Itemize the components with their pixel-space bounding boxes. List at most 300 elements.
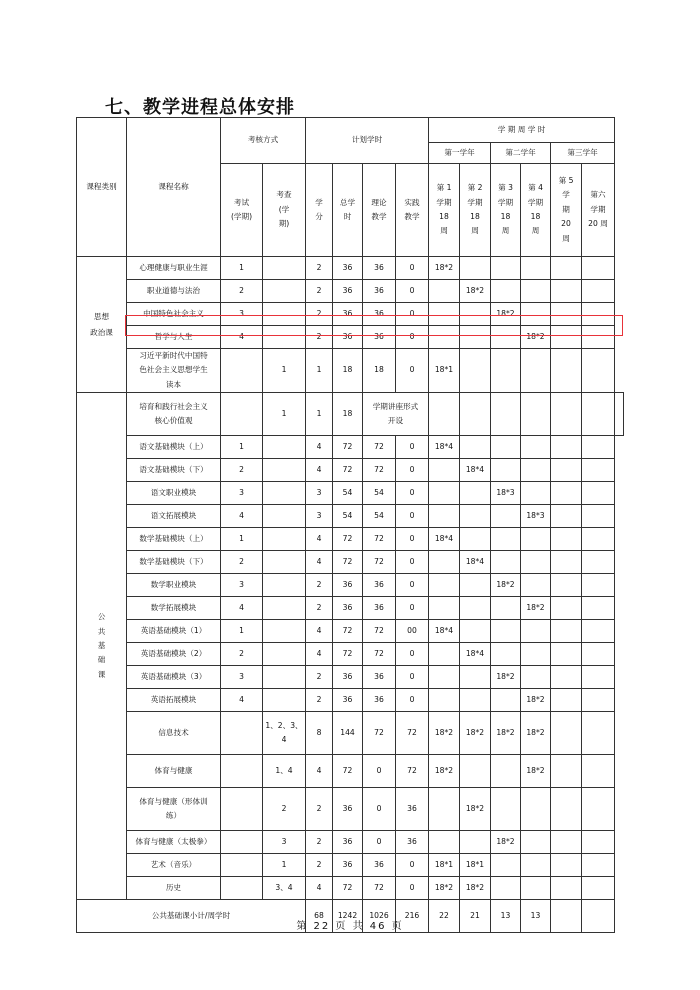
table-row (77, 666, 624, 689)
cell-credit: 1 (306, 393, 333, 436)
cell-theory: 18 (363, 349, 396, 393)
table-row (77, 643, 624, 666)
cell-s5 (551, 597, 582, 620)
cell-s4: 18*2 (521, 597, 551, 620)
cell-s2: 18*1 (460, 854, 491, 877)
cell-exam: 3 (221, 666, 263, 689)
cell-practice: 0 (396, 257, 429, 280)
cell-theory: 36 (363, 326, 396, 349)
cell-credit: 4 (306, 620, 333, 643)
subtotal-practice: 216 (396, 900, 429, 933)
course-name-cell: 语文职业模块 (127, 482, 221, 505)
cell-s6 (582, 831, 615, 854)
cell-s2: 18*2 (460, 280, 491, 303)
cell-s3 (521, 393, 551, 436)
cell-s2 (460, 574, 491, 597)
cell-check (263, 597, 306, 620)
cell-credit: 2 (306, 666, 333, 689)
cell-credit: 4 (306, 643, 333, 666)
subtotal-total: 1242 (333, 900, 363, 933)
cell-s2 (460, 349, 491, 393)
cell-exam: 1 (221, 620, 263, 643)
cell-check: 1、2、3、 4 (263, 712, 306, 755)
teaching-schedule-table (76, 117, 624, 933)
table-row (77, 528, 624, 551)
cell-s1 (429, 666, 460, 689)
cell-s2 (460, 257, 491, 280)
course-name-cell: 数学拓展模块 (127, 597, 221, 620)
course-name-cell: 艺术（音乐） (127, 854, 221, 877)
course-name-cell: 体育与健康（太极拳） (127, 831, 221, 854)
cell-total: 36 (333, 854, 363, 877)
course-name-cell: 中国特色社会主义 (127, 303, 221, 326)
cell-credit: 4 (306, 436, 333, 459)
cell-exam (221, 788, 263, 831)
cell-s6 (582, 280, 615, 303)
cell-s4 (551, 393, 582, 436)
table-row (77, 788, 624, 831)
cell-check: 3、4 (263, 877, 306, 900)
cell-practice: 0 (396, 877, 429, 900)
cell-s4: 18*2 (521, 755, 551, 788)
cell-practice: 0 (396, 326, 429, 349)
cell-total: 36 (333, 788, 363, 831)
course-name-cell: 体育与健康 (127, 755, 221, 788)
header-category: 课程类别 (77, 118, 127, 257)
cell-check (263, 436, 306, 459)
cell-exam: 2 (221, 280, 263, 303)
cell-s6 (582, 459, 615, 482)
table-row (77, 436, 624, 459)
course-name-cell: 信息技术 (127, 712, 221, 755)
cell-s3 (491, 326, 521, 349)
cell-s4 (521, 303, 551, 326)
table-row (77, 280, 624, 303)
header-semester-3: 第 3 学期 18 周 (491, 164, 521, 257)
section-title: 七、教学进程总体安排 (105, 97, 295, 118)
page-footer: 第 22 页 共 46 页 (296, 921, 404, 932)
cell-s2 (460, 482, 491, 505)
cell-s2: 18*2 (460, 788, 491, 831)
cell-s6 (582, 528, 615, 551)
cell-check: 1、4 (263, 755, 306, 788)
cell-check (263, 257, 306, 280)
cell-theory: 0 (363, 831, 396, 854)
cell-credit: 2 (306, 597, 333, 620)
course-name-cell: 语文拓展模块 (127, 505, 221, 528)
cell-s5 (551, 877, 582, 900)
cell-s3: 18*2 (491, 831, 521, 854)
cell-credit: 2 (306, 788, 333, 831)
cell-exam (221, 831, 263, 854)
cell-s2 (460, 755, 491, 788)
cell-total: 36 (333, 326, 363, 349)
header-theory: 理论 教学 (363, 164, 396, 257)
course-name-cell: 习近平新时代中国特 色社会主义思想学生 读本 (127, 349, 221, 393)
course-name-cell: 数学基础模块（上） (127, 528, 221, 551)
cell-s2: 18*4 (460, 551, 491, 574)
cell-total: 54 (333, 505, 363, 528)
cell-total: 72 (333, 459, 363, 482)
cell-s3 (491, 689, 521, 712)
cell-s1: 18*2 (429, 257, 460, 280)
cell-s3 (491, 854, 521, 877)
cell-exam: 3 (221, 482, 263, 505)
cell-s6 (582, 436, 615, 459)
cell-s2 (460, 303, 491, 326)
cell-s6 (615, 393, 624, 436)
cell-credit: 1 (306, 349, 333, 393)
cell-s6 (582, 854, 615, 877)
cell-exam: 2 (221, 459, 263, 482)
cell-credit: 2 (306, 280, 333, 303)
cell-exam: 4 (221, 597, 263, 620)
cell-s1: 18*1 (429, 854, 460, 877)
header-practice: 实践 教学 (396, 164, 429, 257)
cell-s4 (521, 528, 551, 551)
cell-s6 (582, 620, 615, 643)
cell-s6 (582, 257, 615, 280)
course-name-cell: 历史 (127, 877, 221, 900)
cell-s6 (582, 666, 615, 689)
table-row (77, 505, 624, 528)
cell-s1 (429, 303, 460, 326)
cell-total: 144 (333, 712, 363, 755)
cell-check: 1 (263, 349, 306, 393)
cell-s5 (551, 712, 582, 755)
cell-theory: 72 (363, 643, 396, 666)
cell-theory: 72 (363, 877, 396, 900)
cell-s5 (551, 666, 582, 689)
cell-exam: 3 (221, 574, 263, 597)
cell-s4 (521, 854, 551, 877)
cell-s6 (582, 689, 615, 712)
cell-s6 (582, 505, 615, 528)
cell-s6 (582, 303, 615, 326)
cell-check: 3 (263, 831, 306, 854)
cell-check (263, 643, 306, 666)
cell-s3: 18*2 (491, 574, 521, 597)
table-row (77, 831, 624, 854)
cell-s6 (582, 755, 615, 788)
cell-s5 (551, 755, 582, 788)
cell-s2: 18*4 (460, 459, 491, 482)
cell-s5 (551, 620, 582, 643)
cell-practice: 0 (396, 459, 429, 482)
cell-total: 36 (333, 597, 363, 620)
cell-practice: 0 (396, 597, 429, 620)
cell-practice: 0 (396, 505, 429, 528)
cell-s2 (460, 528, 491, 551)
cell-total: 36 (333, 689, 363, 712)
cell-check (263, 551, 306, 574)
cell-s3 (491, 280, 521, 303)
course-name-cell: 职业道德与法治 (127, 280, 221, 303)
cell-practice: 0 (396, 854, 429, 877)
header-semester-1: 第 1 学期 18 周 (429, 164, 460, 257)
course-name-cell: 数学职业模块 (127, 574, 221, 597)
cell-s2: 18*4 (460, 643, 491, 666)
cell-practice: 00 (396, 620, 429, 643)
cell-theory: 36 (363, 854, 396, 877)
cell-practice: 72 (396, 755, 429, 788)
cell-theory: 36 (363, 666, 396, 689)
cell-theory: 36 (363, 597, 396, 620)
cell-s4 (521, 643, 551, 666)
table-row (77, 574, 624, 597)
cell-credit: 2 (306, 854, 333, 877)
cell-theory: 36 (363, 689, 396, 712)
course-name-cell: 数学基础模块（下） (127, 551, 221, 574)
cell-s4 (521, 280, 551, 303)
table-row (77, 620, 624, 643)
cell-total: 18 (333, 349, 363, 393)
cell-credit: 4 (306, 459, 333, 482)
cell-s5 (551, 505, 582, 528)
table-row (77, 326, 624, 349)
cell-check (263, 620, 306, 643)
header-year3: 第三学年 (551, 143, 615, 164)
cell-total: 72 (333, 755, 363, 788)
cell-s3: 18*2 (491, 666, 521, 689)
cell-s5 (551, 528, 582, 551)
cell-check (263, 280, 306, 303)
header-semester-2: 第 2 学期 18 周 (460, 164, 491, 257)
course-name-cell: 体育与健康（形体训 练） (127, 788, 221, 831)
cell-total: 36 (333, 280, 363, 303)
cell-s3: 18*2 (491, 712, 521, 755)
cell-check (263, 689, 306, 712)
cell-theory: 36 (363, 574, 396, 597)
cell-theory: 36 (363, 257, 396, 280)
cell-s3 (491, 551, 521, 574)
table-row (77, 482, 624, 505)
cell-s5 (551, 831, 582, 854)
cell-s6 (582, 551, 615, 574)
cell-exam (221, 712, 263, 755)
cell-check (263, 326, 306, 349)
cell-s4 (521, 620, 551, 643)
cell-total: 72 (333, 620, 363, 643)
cell-practice: 0 (396, 528, 429, 551)
cell-total: 54 (333, 482, 363, 505)
cell-s1 (429, 551, 460, 574)
header-semester-6: 第六 学期 20 周 (582, 164, 615, 257)
cell-s3 (491, 620, 521, 643)
cell-total: 72 (333, 877, 363, 900)
cell-credit: 2 (306, 326, 333, 349)
cell-exam: 1 (221, 257, 263, 280)
cell-practice: 0 (396, 436, 429, 459)
cell-s6 (582, 349, 615, 393)
cell-s1 (429, 280, 460, 303)
cell-total: 36 (333, 831, 363, 854)
cell-s5 (551, 349, 582, 393)
cell-s4 (521, 788, 551, 831)
cell-s3 (491, 257, 521, 280)
cell-exam (221, 854, 263, 877)
cell-exam: 1 (221, 436, 263, 459)
cell-s4 (521, 349, 551, 393)
cell-s1: 18*4 (429, 436, 460, 459)
cell-s4 (521, 666, 551, 689)
cell-practice: 0 (396, 574, 429, 597)
cell-s2: 18*2 (460, 712, 491, 755)
cell-total: 36 (333, 303, 363, 326)
header-exam: 考试 (学期) (221, 164, 263, 257)
cell-exam: 2 (221, 551, 263, 574)
cell-exam (221, 393, 263, 436)
subtotal-theory: 1026 (363, 900, 396, 933)
cell-s3 (491, 459, 521, 482)
course-name-cell: 语文基础模块（下） (127, 459, 221, 482)
header-total-hours: 总学 时 (333, 164, 363, 257)
cell-check (263, 505, 306, 528)
cell-practice: 0 (396, 689, 429, 712)
cell-practice: 0 (396, 482, 429, 505)
cell-s4: 18*2 (521, 712, 551, 755)
cell-s5 (551, 689, 582, 712)
cell-exam: 3 (221, 303, 263, 326)
header-year1: 第一学年 (429, 143, 491, 164)
cell-credit: 2 (306, 831, 333, 854)
cell-credit: 4 (306, 755, 333, 788)
table-row (77, 257, 624, 280)
cell-s5 (551, 303, 582, 326)
cell-total: 72 (333, 528, 363, 551)
subtotal-s2: 21 (460, 900, 491, 933)
cell-s4: 18*2 (521, 689, 551, 712)
cell-s5 (551, 643, 582, 666)
cell-s4 (521, 482, 551, 505)
cell-theory: 72 (363, 459, 396, 482)
cell-s4 (521, 831, 551, 854)
cell-s2 (460, 597, 491, 620)
cell-s6 (582, 574, 615, 597)
cell-s2 (460, 666, 491, 689)
cell-practice: 0 (396, 280, 429, 303)
cell-s1 (429, 574, 460, 597)
header-semester-5: 第 5 学 期 20 周 (551, 164, 582, 257)
table-row (77, 349, 624, 393)
table-row (77, 393, 624, 436)
cell-theory: 54 (363, 482, 396, 505)
header-year2: 第二学年 (491, 143, 551, 164)
cell-s2 (460, 831, 491, 854)
cell-s1 (429, 788, 460, 831)
cell-s3 (491, 755, 521, 788)
cell-s5 (551, 854, 582, 877)
subtotal-s4: 13 (521, 900, 551, 933)
header-credit: 学 分 (306, 164, 333, 257)
cell-s6 (582, 597, 615, 620)
cell-s4 (521, 877, 551, 900)
cell-practice: 0 (396, 349, 429, 393)
cell-total: 36 (333, 257, 363, 280)
cell-s5 (551, 459, 582, 482)
table-row (77, 551, 624, 574)
cell-s5 (551, 788, 582, 831)
cell-exam: 4 (221, 505, 263, 528)
cell-s5 (551, 574, 582, 597)
cell-s2: 18*2 (460, 877, 491, 900)
course-name-cell: 英语拓展模块 (127, 689, 221, 712)
course-name-cell: 英语基础模块（3） (127, 666, 221, 689)
cell-credit: 2 (306, 689, 333, 712)
course-name-cell: 哲学与人生 (127, 326, 221, 349)
cell-s4 (521, 551, 551, 574)
cell-s1 (429, 643, 460, 666)
cell-exam: 2 (221, 643, 263, 666)
cell-exam: 4 (221, 689, 263, 712)
header-semester-4: 第 4 学期 18 周 (521, 164, 551, 257)
cell-s1: 18*4 (429, 620, 460, 643)
cell-practice: 0 (396, 551, 429, 574)
table-row (77, 459, 624, 482)
cell-total: 18 (333, 393, 363, 436)
cell-s4 (521, 574, 551, 597)
cell-exam (221, 755, 263, 788)
cell-s1: 18*2 (429, 877, 460, 900)
cell-s5 (551, 436, 582, 459)
table-row (77, 689, 624, 712)
cell-s4: 18*3 (521, 505, 551, 528)
cell-exam: 4 (221, 326, 263, 349)
cell-s1 (429, 831, 460, 854)
cell-credit: 4 (306, 528, 333, 551)
header-course-name: 课程名称 (127, 118, 221, 257)
course-name-cell: 英语基础模块（1） (127, 620, 221, 643)
cell-s5 (551, 551, 582, 574)
cell-total: 36 (333, 574, 363, 597)
table-row (77, 755, 624, 788)
cell-s2 (460, 326, 491, 349)
cell-s5 (582, 393, 615, 436)
cell-check (263, 482, 306, 505)
cell-practice: 36 (396, 831, 429, 854)
cell-credit: 4 (306, 551, 333, 574)
cell-s1 (429, 482, 460, 505)
cell-s1 (429, 689, 460, 712)
course-name-cell: 英语基础模块（2） (127, 643, 221, 666)
cell-s6 (582, 482, 615, 505)
category-politics: 思想 政治课 (77, 257, 127, 393)
cell-s3 (491, 788, 521, 831)
cell-theory: 36 (363, 303, 396, 326)
cell-check: 1 (263, 854, 306, 877)
cell-s1 (429, 597, 460, 620)
table-row (77, 854, 624, 877)
cell-s6 (582, 712, 615, 755)
cell-s2 (460, 436, 491, 459)
cell-credit: 2 (306, 574, 333, 597)
cell-practice: 0 (396, 666, 429, 689)
cell-check (263, 459, 306, 482)
cell-s6 (582, 643, 615, 666)
cell-check: 2 (263, 788, 306, 831)
cell-s1 (429, 505, 460, 528)
cell-credit: 8 (306, 712, 333, 755)
cell-total: 72 (333, 643, 363, 666)
cell-total: 36 (333, 666, 363, 689)
cell-credit: 2 (306, 257, 333, 280)
cell-s3 (491, 528, 521, 551)
cell-practice: 0 (396, 303, 429, 326)
cell-s4 (521, 436, 551, 459)
cell-s6 (582, 877, 615, 900)
cell-s3 (491, 877, 521, 900)
cell-total: 72 (333, 436, 363, 459)
